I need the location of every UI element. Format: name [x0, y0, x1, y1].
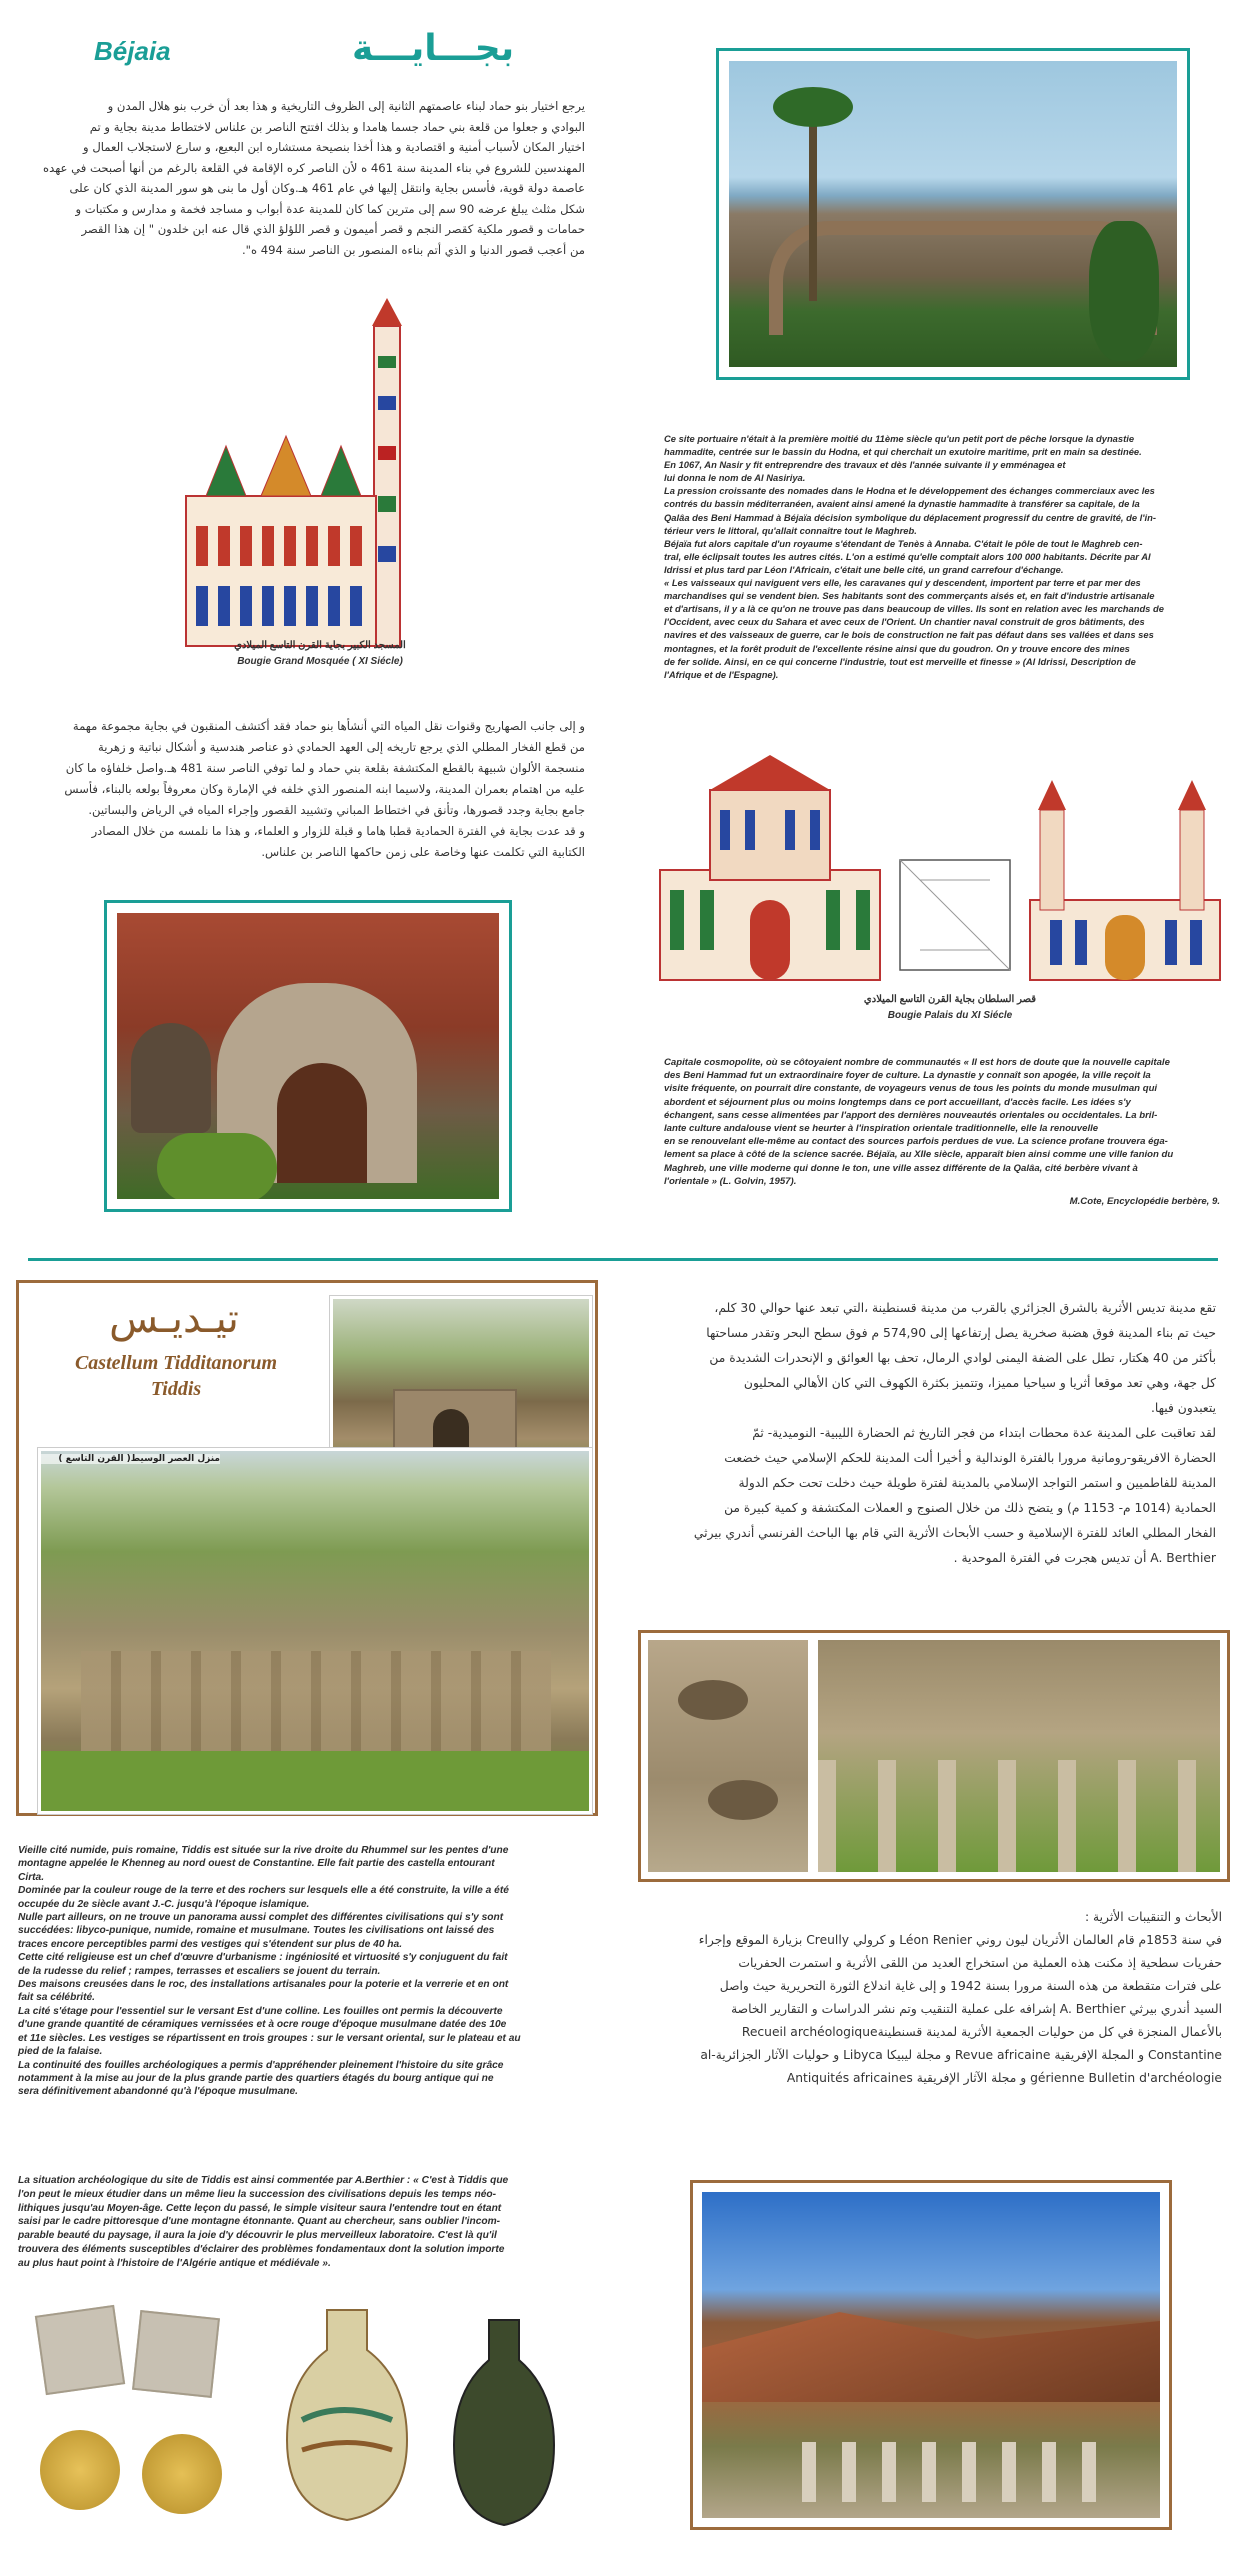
- tiddis-intro-line: كل جهة، وهي تعد موقعا أثريا و سياحيا مميزا، وتتميز بكثرة الكهوف التي كان الأهالي المحليون: [743, 1376, 1216, 1390]
- capital-text-line: des Beni Hammad fut un extraordinaire foyer de culture. La dynastie y connaît son apogée, la ville reçoit la: [664, 1070, 1151, 1082]
- capital-text-line: visite fréquente, on pourrait dire constante, de voyageurs venus de tous les points du monde musulman qui: [664, 1083, 1158, 1095]
- capital-text-line: Capitale cosmopolite, où se côtoyaient nombre de communautés « Il est hors de doute que la nouvelle capitale: [664, 1057, 1170, 1068]
- dark-jug-icon: [444, 2310, 564, 2530]
- palace-illustration: [650, 750, 1230, 1000]
- tiddis-intro-line: بأكثر من 40 هكتار، تطل على الضفة اليمنى لوادي الرمال، تحف بها العوائق و الإنحدرات الشديدة من: [709, 1351, 1216, 1365]
- tiddis-research-line: بالأعمال المنجزة في كل من حوليات الجمعية الأثرية لمدينة قسنطينةRecueil archéologique: [741, 2025, 1222, 2039]
- excavation-photo-columns: [818, 1640, 1220, 1872]
- capital-text-line: échangent, sans cesse alimentées par l'apport des dernières nouveautés orientales ou occidentales. La bril-: [664, 1109, 1158, 1121]
- tiddis-description-line: La continuité des fouilles archéologiques a permis d'appréhender pleinement l'histoire du site grâce: [18, 2059, 504, 2071]
- port-text-line: contrés du bassin méditerranéen, avaient ainsi amené la dynastie hammadite à transférer sa capitale, de la: [664, 498, 1140, 510]
- tiddis-house-caption: منزل العصر الوسيط( القرن التاسع ): [40, 1454, 220, 1464]
- berthier-quote-fr: [18, 2174, 618, 2271]
- port-text-line: hammadite, centrée sur le bassin du Hodna, et qui cherchait un exutoire maritime, prit en main sa destinée.: [664, 446, 1142, 458]
- tiddis-description-line: pied de la falaise.: [18, 2046, 103, 2058]
- tiddis-research-line: Constantine و المجلة الإفريقية Revue africaine و مجلة ليبيكا Libyca و حوليات الآثار الجزائرية-al: [700, 2048, 1222, 2062]
- tiddis-description-line: Dominée par la couleur rouge de la terre et des rochers sur lesquels elle a été construite, la ville a été: [18, 1885, 509, 1897]
- mosque-illustration: [176, 296, 446, 656]
- tiddis-intro-line: الفخار المطلي العائد للفترة الإسلامية و حسب الأبحاث الأثرية التي قام بها الباحث الفرنسي أندري بيرثي: [693, 1526, 1216, 1540]
- bejaia-second-line: عليه من اهتمام بعمران المدينة، ولاسيما ابنه المنصور الذي خلفه في الإمارة وكان معروفاً بولعه بالبناء، فأسس: [64, 782, 585, 796]
- tiddis-intro-line: لقد تعاقبت على المدينة عدة محطات ابتداء من فجر التاريخ ثم الحضارة الليبية- النوميدية- ثمّ: [752, 1426, 1216, 1440]
- tiddis-description-line: Cirta.: [18, 1871, 45, 1883]
- tiddis-description-line: Des maisons creusées dans le roc, des installations artisanales pour la poterie et la verrerie et en ont: [18, 1979, 509, 1991]
- palace-caption-ar: قصر السلطان بجاية القرن التاسع الميلادي: [863, 994, 1037, 1005]
- tiddis-description-line: Nulle part ailleurs, on ne trouve un panorama aussi complet des différentes civilisations qui s'y sont: [18, 1912, 504, 1924]
- port-text-line: l'Occident, avec ceux du Sahara et avec ceux de l'Orient. Un chantier naval construit de gros bâtiments, des: [664, 616, 1145, 628]
- tiddis-intro-line: الحمادية (1014 م- 1153 م) و يتضح ذلك من خلال الصنوج و العملات المكتشفة و كمية كبيرة من: [724, 1501, 1216, 1515]
- palace-caption-fr: Bougie Palais du XI Siécle: [887, 1010, 1013, 1021]
- port-text-line: de fer solide. Ainsi, en ce qui concerne l'industrie, tout est merveille et finesse » (Al Idrissi, Description de: [664, 655, 1136, 667]
- capital-text-line: lement sa place à côté de la science sacrée. Béjaïa, au XIIe siècle, apparaît bien ainsi comme une ville fanion du: [664, 1149, 1174, 1161]
- bejaia-intro-line: عاصمة دولة قوية، فأسس بجاية وانتقل إليها في عام 461 هـ.وكان أول ما بنى هو سور المدينة الذي كان على: [69, 181, 585, 195]
- mosque-caption-ar: المسجد الكبير بجاية القرن التاسع الميلادي: [234, 640, 406, 651]
- tiddis-intro-line: المدينة للفاطميين و استمر التواجد الإسلامي بالمدينة لفترة طويلة حيث دخلت تحت حكم الدولة: [738, 1476, 1216, 1490]
- port-text-line: « Les vaisseaux qui naviguent vers elle, les caravanes qui y descendent, importent par terre et par mer des: [664, 577, 1141, 589]
- gate-photo: [117, 913, 499, 1199]
- tiddis-description-line: fait sa célébrité.: [18, 1992, 96, 2004]
- bejaia-title-fr: Béjaia: [94, 36, 171, 66]
- palace-drawing-icon: [650, 750, 1230, 1000]
- glazed-jug-icon: [272, 2300, 422, 2530]
- tiddis-description-line: traces encore perceptibles parmi des vestiges qui s'étendent sur plus de 40 ha.: [18, 1938, 403, 1950]
- tiddis-intro-line: A. Berthier أن تديس هجرت في الفترة الموحدية .: [953, 1551, 1216, 1565]
- port-text-line: tral, elle éclipsait toutes les autres cités. L'on a estimé qu'elle comptait alors 100 000 habitants. Décrite par Al: [664, 550, 1151, 562]
- bejaia-second-line: و قد عدت بجاية في الفترة الحمادية قطبا هاما و قبلة للزوار و العلماء، و هذا ما نلمسه من خلال المصادر: [91, 824, 585, 838]
- berthier-quote-line: l'on peut le mieux étudier dans un même lieu la succession des civilisations depuis les temps néo-: [18, 2188, 496, 2200]
- artifact-glazed-jug: [272, 2300, 422, 2530]
- capital-text-line: l'orientale » (L. Golvin, 1957).: [664, 1175, 797, 1187]
- tiddis-intro-line: يتعبدون فيها.: [1150, 1401, 1216, 1415]
- tiddis-description-fr: [18, 1844, 618, 2099]
- tiddis-title-ar: تيـديـس: [109, 1296, 239, 1342]
- bejaia-intro-line: حمامات و قصور ملكية كقصر النجم و قصر أميمون و قصر اللؤلؤ الذي قال عنه ابن خلدون " إن هذا القصر: [81, 222, 585, 236]
- bejaia-second-line: و إلى جانب الصهاريج وقنوات نقل المياه التي أنشأها بنو حماد فقد أكتشف المنقبون في بجاية مجموعة مهمة: [72, 719, 585, 733]
- tiddis-description-line: et 11e siècles. Les vestiges se répartissent en trois groupes : sur le versant oriental, sur le plateau et au: [18, 2032, 521, 2044]
- tiddis-research-line: على فترات متقطعة من هذه السنة مرورا بسنة 1942 و إلى غاية اندلاع الثورة التحريرية حيث واصل: [719, 1979, 1222, 1993]
- bejaia-intro-line: من أعجب قصور الدنيا و الذي أتم بناءه المنصور بن الناصر سنة 494 ه".: [241, 242, 585, 257]
- tiddis-description-line: Cette cité religieuse est un chef d'œuvre d'urbanisme : ingéniosité et virtuosité s'y conjuguent du fait: [18, 1952, 508, 1964]
- tiddis-description-line: montagne appelée le Khenneg au nord ouest de Constantine. Elle fait partie des castella entourant: [18, 1858, 495, 1870]
- port-text-line: montagnes, et la forêt produit de l'excellente résine ainsi que du goudron. On y trouve encore des mines: [664, 642, 1130, 654]
- port-text-line: l'Afrique et de l'Espagne).: [664, 668, 779, 680]
- tiddis-description-line: d'une grande quantité de céramiques vernissées et à ocre rouge d'époque musulmane datée des 10e: [18, 2019, 507, 2031]
- bejaia-second-ar: [40, 716, 585, 863]
- tiddis-description-line: notamment à la mise au jour de la plus grande partie des quartiers étagés du bourg antique qui ne: [18, 2072, 494, 2084]
- gate-photo-frame: [104, 900, 512, 1212]
- capital-text-line: lante culture andalouse vient se heurter à l'inspiration orientale traditionnelle, elle la renouvelle: [664, 1123, 1099, 1135]
- bejaia-intro-line: يرجع اختيار بنو حماد لبناء عاصمتهم الثانية إلى الظروف التاريخية و هذا بعد أن خرب بنو هلال المدن و: [107, 99, 585, 113]
- port-text-line: térieur vers le littoral, qu'allait connaître tout le Maghreb.: [664, 524, 917, 536]
- tiddis-intro-line: الحضارة الافريقو-رومانية مرورا بالفترة الوندالية و أخيرا ألت المدينة للحكم الإسلامي حيث خضعت: [724, 1451, 1216, 1465]
- mosque-drawing-icon: [176, 296, 446, 656]
- berthier-quote-line: parable beauté du paysage, il aura la joie d'y découvrir le plus merveilleux laboratoire. C'est là qu'il: [18, 2230, 497, 2242]
- bejaia-intro-line: اختيار المكان لأسباب أمنية و اقتصادية و هذا أخذا بنصيحة مستشاره ابن البعيع، و سارع لاستجلاب العمال و: [83, 140, 585, 154]
- tiddis-research-line: الأبحاث و التنقيبات الأثرية :: [1084, 1910, 1222, 1924]
- tiddis-description-line: succédées: libyco-punique, numide, romaine et musulmane. Toutes les civilisations ont laissé des: [18, 1925, 495, 1937]
- berthier-quote-line: trouvera des éléments susceptibles d'éclairer des problèmes fondamentaux dont la solution importe: [18, 2243, 505, 2255]
- square-coin-1-icon: [35, 2305, 125, 2395]
- berthier-quote-line: La situation archéologique du site de Tiddis est ainsi commentée par A.Berthier : « C'est à Tiddis que: [18, 2175, 509, 2186]
- gold-coin-1-icon: [40, 2430, 120, 2510]
- port-photo: [729, 61, 1177, 367]
- port-text-line: lui donna le nom de Al Nasiriya.: [664, 472, 806, 484]
- bejaia-second-line: من قطع الفخار المطلي الذي يرجع تاريخه إلى العهد الحمادي ذو عناصر هندسية و أشكال نباتية و زهرية: [98, 740, 585, 754]
- capital-source: M.Cote, Encyclopédie berbère, 9.: [1069, 1196, 1220, 1207]
- mosque-caption-fr: Bougie Grand Mosquée ( XI Siécle): [237, 656, 403, 667]
- tiddis-research-line: السيد أندري بيرثي A. Berthier إشرافه على عملية التنقيب وتم نشر الدراسات و التقارير الخاصة: [731, 2002, 1222, 2016]
- bejaia-intro-line: المهندسين للشروع في بناء المدينة سنة 461 ه لأن الناصر كره الإقامة في القلعة بالرغم من أنها أصبحت في عهده: [43, 160, 585, 175]
- square-coin-2-icon: [132, 2310, 220, 2398]
- tiddis-title-fr-line2: Tiddis: [150, 1378, 202, 1400]
- port-text-fr: [664, 432, 1234, 681]
- capital-text-line: abordent et séjournent plus ou moins longtemps dans ce port accueillant, d'accès facile. Les idées s'y: [664, 1096, 1131, 1108]
- port-text-line: et d'artisans, il y a là ce qu'on ne trouve pas dans beaucoup de villes. Ils sont en relation avec les marchands de: [664, 603, 1164, 615]
- capital-text-line: en se renouvelant elle-même au contact des sources parfois perdues de vue. La science profane trouvera éga-: [664, 1136, 1168, 1148]
- bejaia-intro-ar: [40, 96, 585, 260]
- tiddis-research-line: في سنة 1853م قام العالمان الأثريان ليون روني Léon Renier و كرولي Creully بزيارة الموقع وإجراء: [698, 1933, 1222, 1947]
- artifact-dark-jug: [444, 2310, 564, 2530]
- port-text-line: En 1067, An Nasir y fit entreprendre des travaux et dès l'année suivante il y emménagea et: [664, 459, 1066, 471]
- bejaia-second-line: جامع بجاية وجدد قصورها، وتأنق في اختطاط المباني وتشييد القصور وإجراء المياه في الرياض والبساتين.: [88, 803, 585, 817]
- berthier-quote-line: saisi par le cadre pittoresque d'une montagne étonnante. Quant au chercheur, sans oublier l'incom-: [18, 2216, 501, 2228]
- port-text-line: Qalâa des Beni Hammad à Béjaïa décision symbolique du déplacement progressif du centre de gravité, de l'in-: [664, 511, 1156, 523]
- berthier-quote-line: au plus haut point à l'histoire de l'Algérie antique et médiévale ».: [18, 2257, 331, 2269]
- capital-text-line: Maghreb, une ville moderne qui donne le ton, une ville assez différente de la Qalâa, cité berbère vivant à: [664, 1162, 1138, 1174]
- tiddis-intro-line: حيث تم بناء المدينة فوق هضبة صخرية يصل إرتفاعها إلى 574,90 م فوق سطح البحر وتقدر مساحتها: [706, 1326, 1216, 1340]
- canyon-photo: [702, 2192, 1160, 2518]
- tiddis-research-ar: [632, 1906, 1222, 2090]
- artifact-coins: [30, 2300, 240, 2530]
- tiddis-description-line: Vieille cité numide, puis romaine, Tiddis est située sur la rive droite du Rhummel sur les pentes d'une: [18, 1845, 509, 1856]
- tiddis-description-line: La cité s'étage pour l'essentiel sur le versant Est d'une colline. Les fouilles ont permis la découverte: [18, 2005, 503, 2017]
- port-text-line: marchandises qui se vendent bien. Ses habitants sont des commerçants aisés et, en fait d'industrie artisanale: [664, 590, 1155, 602]
- tiddis-description-line: occupée du 2e siècle avant J.-C. jusqu'à l'époque islamique.: [18, 1898, 310, 1910]
- port-text-line: Ce site portuaire n'était à la première moitié du 11ème siècle qu'un petit port de pêche lorsque la dynastie: [664, 433, 1135, 444]
- bejaia-title-ar: بجـــايـــة: [352, 28, 515, 69]
- tiddis-intro-ar: [626, 1296, 1216, 1571]
- bejaia-intro-line: شكل مثلث يبلغ عرضه 90 سم إلى مترين كما كان للمدينة عدة أبواب و مساجد فخمة و مدارس و مكتبات و: [75, 201, 585, 216]
- gold-coin-2-icon: [142, 2434, 222, 2514]
- tiddis-intro-line: تقع مدينة تديس الأثرية بالشرق الجزائري بالقرب من مدينة قسنطينة ،التي تبعد عنها حوالي 30 كلم،: [714, 1301, 1216, 1315]
- bejaia-intro-line: البوادي و جعلوا من قلعة بني حماد جسما هامدا و بذلك افتتح الناصر بن علناس لاختطاط مدينة بجاية و تم: [89, 119, 585, 134]
- bejaia-second-line: منسجمة الألوان شبيهة بالقطع المكتشفة بقلعة بني حماد و لما توفي الناصر سنة 481 هـ.واصل خلفاؤه ما كان: [65, 761, 585, 775]
- capital-text-fr: [664, 1056, 1224, 1188]
- tiddis-research-line: حفريات سطحية إذ مكنت هذه العملية من استخراج العديد من اللقى الأثرية و استمرت الحفريات: [738, 1956, 1222, 1970]
- bejaia-second-line: الكتابية التي تكلمت عنها وخاصة على زمن حاكمها الناصر بن علناس.: [261, 845, 585, 859]
- tiddis-landscape-photo: [38, 1448, 592, 1814]
- port-text-line: Idrissi et plus tard par Léon l'Africain, c'était une belle cité, un grand carrefour d'échange.: [664, 563, 1064, 575]
- excavation-photo-basins: [648, 1640, 808, 1872]
- port-text-line: Béjaïa fut alors capitale d'un royaume s'étendant de Tenès à Annaba. C'était le pôle de tout le Maghreb cen-: [664, 537, 1143, 549]
- port-text-line: navires et des vaisseaux de guerre, car le bois de construction ne fait pas défaut dans ses vallées et dans ses: [664, 629, 1154, 641]
- berthier-quote-line: lithiques jusqu'au Moyen-âge. Cette leçon du passé, le simple visiteur saura l'entendre tout en étant: [18, 2202, 502, 2214]
- section-divider: [28, 1258, 1218, 1261]
- tiddis-description-line: de la rudesse du relief ; rampes, terrasses et escaliers se jouent du terrain.: [18, 1965, 381, 1977]
- tiddis-title-fr-line1: Castellum Tidditanorum: [74, 1352, 278, 1374]
- tiddis-research-line: gérienne Bulletin d'archéologie و مجلة الآثار الإفريقية Antiquités africaines: [786, 2071, 1222, 2085]
- port-text-line: La pression croissante des nomades dans le Hodna et le développement des échanges commerciaux avec les: [664, 485, 1155, 497]
- port-photo-frame: [716, 48, 1190, 380]
- tiddis-description-line: sera définitivement abandonné qu'à l'époque musulmane.: [18, 2086, 298, 2098]
